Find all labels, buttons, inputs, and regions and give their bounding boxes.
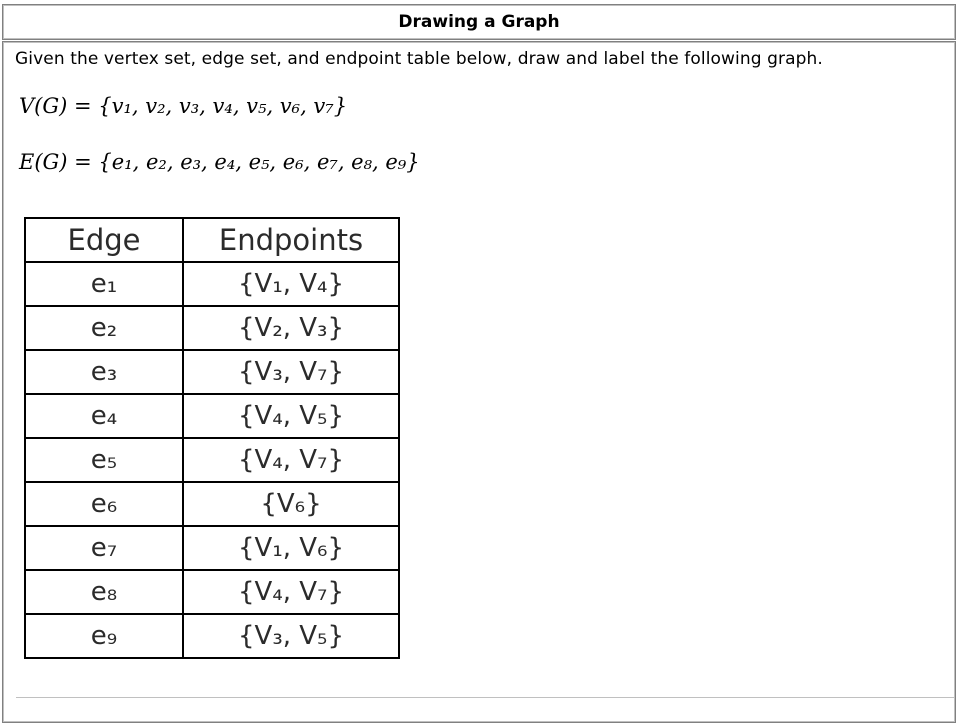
edge-set: E(G) = {e₁, e₂, e₃, e₄, e₅, e₆, e₇, e₈, e₉}: [19, 150, 420, 174]
instruction-text: Given the vertex set, edge set, and endpoint table below, draw and label the following graph.: [15, 49, 823, 69]
endpoints-cell: {V₃, V₅}: [183, 614, 399, 658]
endpoints-cell: {V₁, V₄}: [183, 262, 399, 306]
edge-cell: e₅: [25, 438, 183, 482]
table-row: [25, 482, 399, 526]
problem-panel: [2, 41, 956, 723]
vertex-set: V(G) = {v₁, v₂, v₃, v₄, v₅, v₆, v₇}: [19, 94, 348, 118]
table-row: [25, 262, 399, 306]
page-title-text: Drawing a Graph: [398, 12, 560, 32]
endpoints-cell: {V₄, V₅}: [183, 394, 399, 438]
endpoints-cell: {V₄, V₇}: [183, 438, 399, 482]
divider: [16, 697, 954, 698]
edge-cell: e₄: [25, 394, 183, 438]
endpoint-table: [24, 217, 400, 659]
edge-cell: e₈: [25, 570, 183, 614]
endpoints-cell: {V₄, V₇}: [183, 570, 399, 614]
table-row: [25, 350, 399, 394]
endpoints-cell: {V₆}: [183, 482, 399, 526]
table-row: [25, 394, 399, 438]
edge-cell: e₁: [25, 262, 183, 306]
column-header-endpoints: Endpoints: [183, 218, 399, 262]
table-header-row: [25, 218, 399, 262]
edge-cell: e₆: [25, 482, 183, 526]
column-header-edge: Edge: [25, 218, 183, 262]
endpoints-cell: {V₃, V₇}: [183, 350, 399, 394]
page-title: [2, 4, 956, 40]
endpoints-cell: {V₁, V₆}: [183, 526, 399, 570]
edge-cell: e₇: [25, 526, 183, 570]
edge-cell: e₂: [25, 306, 183, 350]
endpoints-cell: {V₂, V₃}: [183, 306, 399, 350]
table-row: [25, 438, 399, 482]
edge-cell: e₉: [25, 614, 183, 658]
edge-cell: e₃: [25, 350, 183, 394]
table-row: [25, 614, 399, 658]
table-row: [25, 526, 399, 570]
table-row: [25, 570, 399, 614]
table-row: [25, 306, 399, 350]
